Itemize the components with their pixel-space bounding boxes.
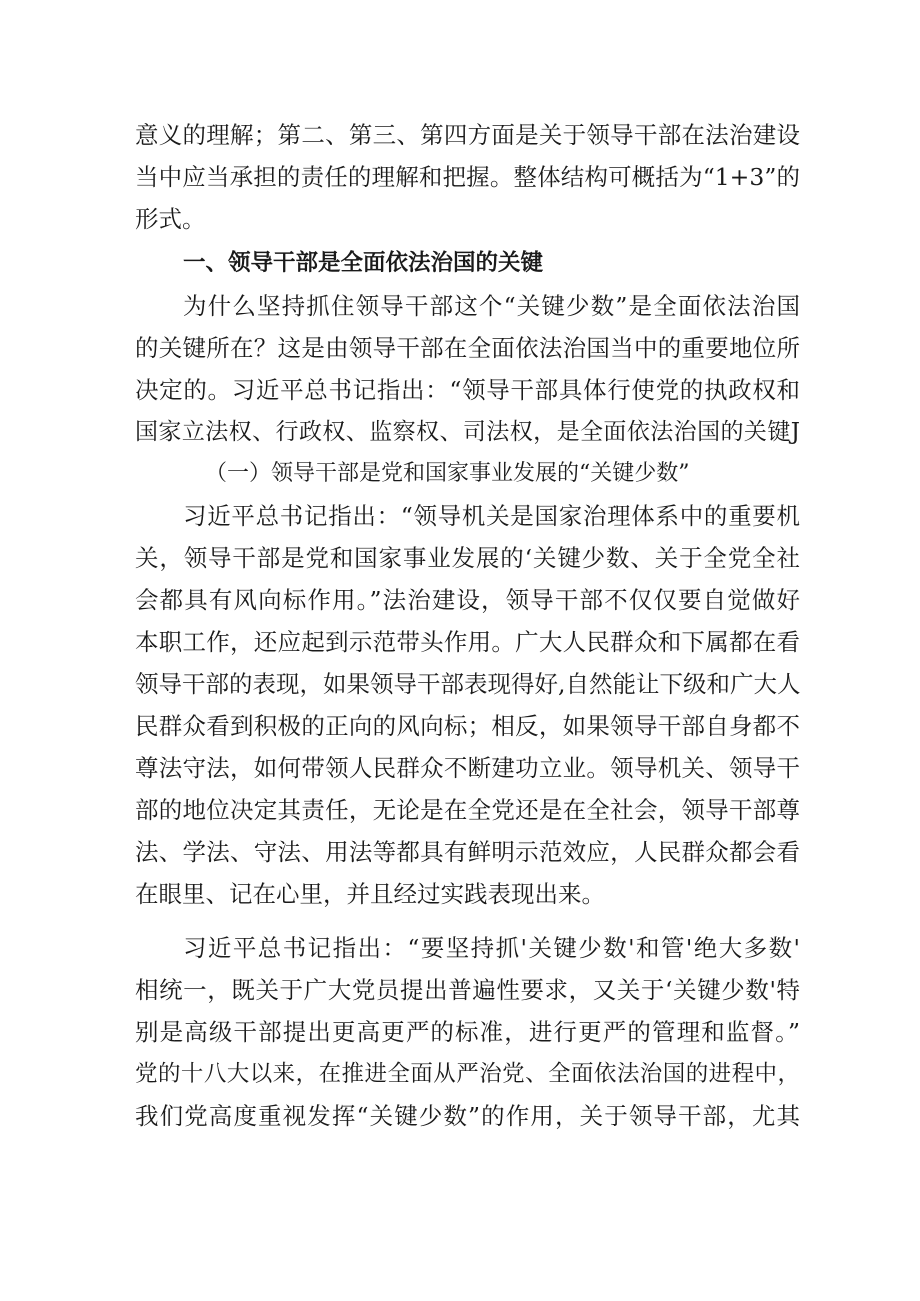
paragraph-line: 为什么坚持抓住领导干部这个“关键少数”是全面依法治国: [183, 292, 800, 320]
paragraph-line: 关，领导干部是党和国家事业发展的‘关键少数、关于全党全社: [135, 544, 800, 572]
section-heading: 一、领导干部是全面依法治国的关键: [183, 250, 544, 276]
paragraph-line: 领导干部的表现，如果领导干部表现得好,自然能让下级和广大人: [135, 670, 800, 698]
paragraph-line: 国家立法权、行政权、监察权、司法权，是全面依法治国的关键J: [135, 419, 800, 445]
paragraph-line: 民群众看到积极的正向的风向标；相反，如果领导干部自身都不: [135, 712, 800, 740]
paragraph-line: 党的十八大以来，在推进全面从严治党、全面依法治国的进程中，: [135, 1061, 800, 1087]
paragraph-line: 在眼里、记在心里，并且经过实践表现出来。: [135, 880, 605, 908]
paragraph-line: 法、学法、守法、用法等都具有鲜明示范效应，人民群众都会看: [135, 838, 800, 866]
paragraph-line: 意义的理解；第二、第三、第四方面是关于领导干部在法治建设: [135, 121, 800, 149]
subsection-heading: （一）领导干部是党和国家事业发展的“关键少数”: [205, 461, 690, 486]
paragraph-line: 别是高级干部提出更高更严的标准，进行更严的管理和监督。”: [135, 1018, 800, 1046]
paragraph-line: 习近平总书记指出：“要坚持抓'关键少数'和管'绝大多数': [183, 934, 800, 962]
paragraph-line: 的关键所在？这是由领导干部在全面依法治国当中的重要地位所: [135, 334, 800, 362]
paragraph-line: 本职工作，还应起到示范带头作用。广大人民群众和下属都在看: [135, 628, 800, 656]
paragraph-line: 尊法守法，如何带领人民群众不断建功立业。领导机关、领导干: [135, 754, 800, 782]
paragraph-line: 形式。: [135, 205, 206, 233]
paragraph-line: 会都具有风向标作用。”法治建设，领导干部不仅仅要自觉做好: [135, 586, 800, 614]
paragraph-line: 相统一，既关于广大党员提出普遍性要求，又关于‘关键少数'特: [135, 976, 800, 1004]
paragraph-line: 部的地位决定其责任，无论是在全党还是在全社会，领导干部尊: [135, 796, 800, 824]
paragraph-line: 我们党高度重视发挥“关键少数”的作用，关于领导干部，尤其: [135, 1102, 800, 1130]
paragraph-line: 当中应当承担的责任的理解和把握。整体结构可概括为“1+3”的: [135, 163, 800, 191]
paragraph-line: 习近平总书记指出：“领导机关是国家治理体系中的重要机: [183, 502, 800, 530]
paragraph-line: 决定的。习近平总书记指出：“领导干部具体行使党的执政权和: [135, 376, 800, 404]
